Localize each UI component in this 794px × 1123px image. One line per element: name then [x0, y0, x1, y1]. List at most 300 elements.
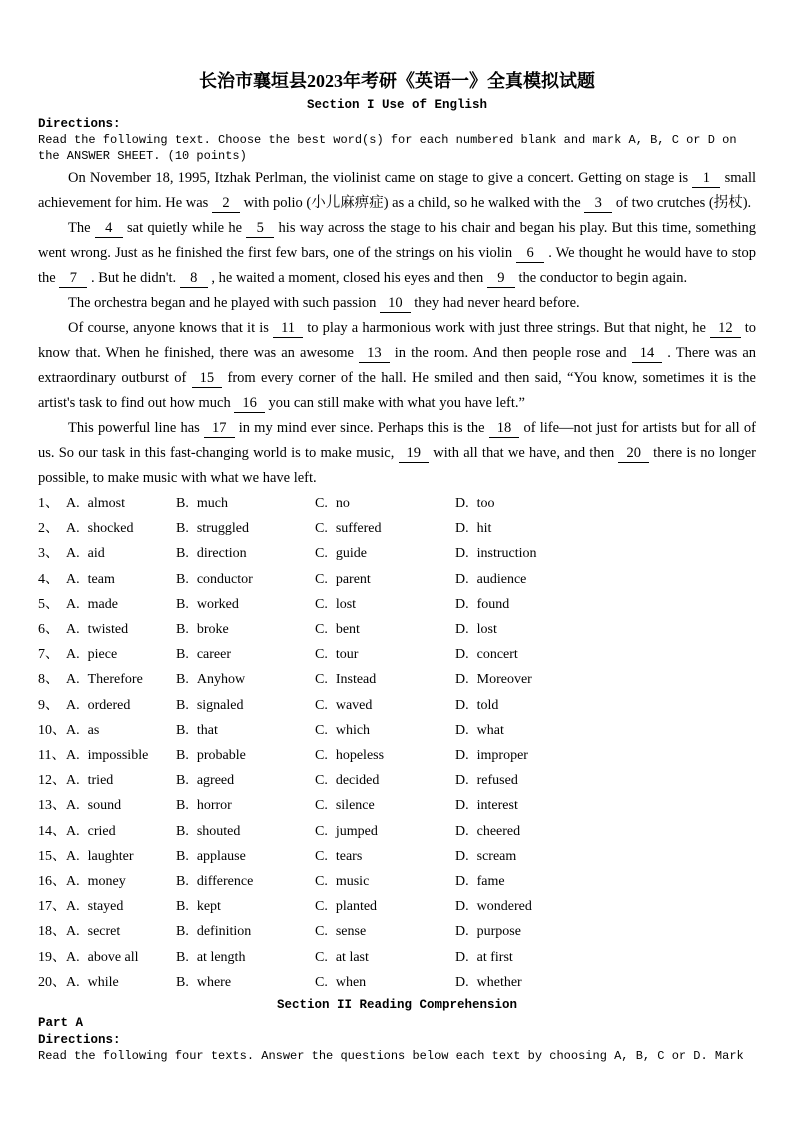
option-letter: D. — [455, 622, 469, 638]
section1-heading: Section I Use of English — [306, 98, 488, 112]
option-text: guide — [335, 546, 367, 562]
question-number: 15、 — [38, 848, 66, 864]
option-text: Moreover — [476, 672, 532, 688]
option-text: almost — [87, 496, 125, 511]
option-letter: C. — [315, 722, 328, 738]
option-letter: B. — [176, 748, 189, 764]
question-row — [38, 894, 756, 919]
question-number: 18、 — [38, 924, 66, 940]
option-text: probable — [196, 748, 246, 764]
option-letter: A. — [66, 647, 80, 663]
passage-paragraph: The 4 sat quietly while he 5 his way across the stage to his chair and began his play. But this time, something went wrong. Just as he finished the first few bars, one of the strings on his violin 6 . We thought he would have to stop the 7 . But he didn't. 8 , he waited a moment, closed his eyes and then 9 the conductor to begin again. — [38, 220, 757, 286]
option-text: money — [87, 874, 126, 890]
option-letter: B. — [176, 546, 189, 562]
option-letter: B. — [176, 521, 189, 537]
option-b — [176, 718, 315, 743]
option-c — [315, 819, 455, 844]
cloze-blank-13: 13 — [359, 345, 390, 363]
question-row — [38, 516, 756, 541]
option-d — [455, 869, 756, 894]
question-number: 13、 — [38, 798, 66, 814]
option-text: at first — [476, 949, 513, 965]
option-letter: D. — [455, 899, 469, 915]
question-number: 9、 — [38, 697, 59, 713]
option-text: audience — [476, 571, 527, 587]
question-row — [38, 970, 756, 995]
option-a — [66, 894, 176, 919]
option-c — [315, 516, 455, 541]
option-letter: A. — [66, 596, 80, 612]
cloze-blank-20: 20 — [618, 445, 649, 463]
option-text: tears — [335, 848, 363, 864]
option-a — [66, 945, 176, 970]
question-number: 2、 — [38, 521, 59, 537]
option-a — [66, 592, 176, 617]
option-letter: D. — [455, 823, 469, 839]
passage-paragraph: On November 18, 1995, Itzhak Perlman, the violinist came on stage to give a concert. Getting on stage is 1 small achievement for him. He was 2 with polio (小儿麻痹症) as a child, so he walked with the 3 of two crutches (拐杖). — [38, 170, 756, 211]
option-text: piece — [87, 647, 118, 663]
cloze-blank-5: 5 — [246, 220, 274, 238]
option-letter: D. — [455, 647, 469, 663]
question-row — [38, 718, 756, 743]
cloze-blank-15: 15 — [192, 370, 223, 388]
option-letter: A. — [66, 748, 80, 764]
exam-title: 长治市襄垣县2023年考研《英语一》全真模拟试题 — [199, 71, 595, 91]
option-d — [455, 667, 756, 692]
option-c — [315, 743, 455, 768]
option-text: jumped — [335, 823, 378, 839]
option-c — [315, 592, 455, 617]
option-text: secret — [87, 924, 121, 940]
option-letter: A. — [66, 949, 80, 965]
option-d — [455, 919, 756, 944]
option-text: at length — [196, 949, 246, 965]
option-letter: C. — [315, 571, 328, 587]
option-b — [176, 516, 315, 541]
option-d — [455, 894, 756, 919]
option-letter: B. — [176, 924, 189, 940]
passage-paragraph: Of course, anyone knows that it is 11 to play a harmonious work with just three strings. But that night, he 12 to know that. When he finished, there was an awesome 13 in the room. And then people rose and 14 . There was an extraordinary outburst of 15 from every corner of the hall. He smiled and then said, “You know, sometimes it is the artist's task to find out how much 16 you can still make with what you have left.” — [38, 320, 757, 411]
option-text: concert — [476, 647, 518, 663]
option-b — [176, 793, 315, 818]
option-letter: C. — [315, 924, 328, 940]
question-row — [38, 693, 756, 718]
question-number: 4、 — [38, 571, 59, 587]
option-text: made — [87, 596, 118, 612]
option-letter: C. — [315, 596, 328, 612]
option-text: kept — [196, 899, 221, 915]
directions1-text: Read the following text. Choose the best word(s) for each numbered blank and mark A, B, C or D on the ANSWER SHEET. (10 points) — [38, 133, 737, 163]
option-text: at last — [335, 949, 369, 965]
option-letter: A. — [66, 823, 80, 839]
cloze-blank-1: 1 — [692, 170, 720, 188]
option-a — [66, 693, 176, 718]
option-letter: A. — [66, 697, 80, 713]
option-a — [66, 768, 176, 793]
option-text: agreed — [196, 773, 235, 789]
option-letter: B. — [176, 823, 189, 839]
option-d — [455, 541, 756, 566]
cloze-blank-17: 17 — [204, 420, 235, 438]
option-text: definition — [196, 924, 252, 940]
option-letter: A. — [66, 571, 80, 587]
option-letter: B. — [176, 974, 189, 990]
option-c — [315, 768, 455, 793]
option-text: applause — [196, 848, 246, 864]
option-letter: A. — [66, 798, 80, 814]
option-letter: B. — [176, 622, 189, 638]
option-text: when — [335, 974, 367, 990]
option-letter: C. — [315, 697, 328, 713]
option-text: laughter — [87, 848, 134, 864]
option-text: planted — [335, 899, 378, 915]
question-row — [38, 945, 756, 970]
option-text: stayed — [87, 899, 124, 915]
option-b — [176, 945, 315, 970]
option-text: tried — [87, 773, 114, 789]
option-c — [315, 919, 455, 944]
question-row — [38, 869, 756, 894]
question-row — [38, 642, 756, 667]
question-row — [38, 793, 756, 818]
option-text: that — [196, 722, 218, 738]
option-text: bent — [335, 622, 360, 638]
option-b — [176, 894, 315, 919]
option-c — [315, 844, 455, 869]
option-c — [315, 970, 455, 995]
option-text: waved — [335, 697, 373, 713]
option-text: lost — [476, 622, 497, 638]
option-text: improper — [476, 748, 528, 764]
option-text: career — [196, 647, 232, 663]
question-row — [38, 617, 756, 642]
option-text: fame — [476, 874, 505, 890]
option-letter: B. — [176, 571, 189, 587]
option-c — [315, 541, 455, 566]
option-text: sense — [335, 924, 367, 940]
option-letter: A. — [66, 546, 80, 562]
option-text: signaled — [196, 697, 244, 713]
option-letter: D. — [455, 571, 469, 587]
option-text: found — [476, 596, 510, 612]
option-text: too — [476, 496, 495, 511]
option-letter: C. — [315, 949, 328, 965]
option-a — [66, 642, 176, 667]
option-letter: A. — [66, 722, 80, 738]
question-number: 20、 — [38, 974, 66, 990]
option-text: hit — [476, 521, 492, 537]
option-text: which — [335, 722, 371, 738]
directions2-text: Read the following four texts. Answer the questions below each text by choosing A, B, C or D. Mark — [38, 1049, 744, 1064]
option-text: while — [87, 974, 119, 990]
question-row — [38, 541, 756, 566]
option-letter: C. — [315, 622, 328, 638]
directions2-label: Directions: — [38, 1033, 121, 1048]
option-b — [176, 592, 315, 617]
question-number: 8、 — [38, 672, 59, 688]
option-b — [176, 743, 315, 768]
directions1-label: Directions: — [38, 117, 121, 131]
cloze-blank-4: 4 — [95, 220, 123, 238]
option-letter: D. — [455, 672, 469, 688]
option-letter: C. — [315, 672, 328, 688]
option-letter: C. — [315, 748, 328, 764]
option-letter: D. — [455, 773, 469, 789]
option-text: interest — [476, 798, 518, 814]
option-d — [455, 693, 756, 718]
option-a — [66, 819, 176, 844]
cloze-blank-9: 9 — [487, 270, 515, 288]
option-text: worked — [196, 596, 239, 612]
option-b — [176, 970, 315, 995]
option-text: above all — [87, 949, 139, 965]
option-text: sound — [87, 798, 122, 814]
question-number: 17、 — [38, 899, 66, 915]
option-text: team — [87, 571, 115, 587]
question-number: 11、 — [38, 748, 66, 764]
option-text: suffered — [335, 521, 382, 537]
option-letter: B. — [176, 722, 189, 738]
option-a — [66, 793, 176, 818]
option-d — [455, 844, 756, 869]
option-a — [66, 567, 176, 592]
option-d — [455, 516, 756, 541]
question-number: 5、 — [38, 596, 59, 612]
option-text: as — [87, 722, 100, 738]
option-text: twisted — [87, 622, 129, 638]
option-letter: D. — [455, 697, 469, 713]
option-d — [455, 793, 756, 818]
option-d — [455, 718, 756, 743]
option-text: direction — [196, 546, 247, 562]
option-text: music — [335, 874, 370, 890]
option-letter: B. — [176, 647, 189, 663]
option-letter: A. — [66, 899, 80, 915]
cloze-blank-16: 16 — [234, 395, 265, 413]
option-d — [455, 970, 756, 995]
question-number: 19、 — [38, 949, 66, 965]
question-number: 10、 — [38, 722, 66, 738]
option-b — [176, 768, 315, 793]
option-b — [176, 667, 315, 692]
question-row — [38, 491, 756, 516]
question-row — [38, 819, 756, 844]
option-a — [66, 667, 176, 692]
option-b — [176, 693, 315, 718]
option-letter: A. — [66, 773, 80, 789]
option-d — [455, 642, 756, 667]
option-b — [176, 819, 315, 844]
option-letter: A. — [66, 924, 80, 940]
option-d — [455, 768, 756, 793]
option-a — [66, 491, 176, 516]
option-letter: C. — [315, 521, 328, 537]
option-text: decided — [335, 773, 380, 789]
option-letter: A. — [66, 672, 80, 688]
option-letter: B. — [176, 798, 189, 814]
cloze-blank-2: 2 — [212, 195, 240, 213]
option-d — [455, 945, 756, 970]
option-letter: B. — [176, 874, 189, 890]
option-text: difference — [196, 874, 254, 890]
option-text: Instead — [335, 672, 377, 688]
option-text: whether — [476, 974, 522, 990]
cloze-blank-10: 10 — [380, 295, 411, 313]
option-letter: D. — [455, 722, 469, 738]
option-letter: B. — [176, 496, 189, 511]
option-a — [66, 516, 176, 541]
option-c — [315, 642, 455, 667]
option-d — [455, 592, 756, 617]
option-c — [315, 567, 455, 592]
option-c — [315, 869, 455, 894]
option-b — [176, 617, 315, 642]
option-letter: D. — [455, 596, 469, 612]
option-letter: B. — [176, 697, 189, 713]
option-a — [66, 919, 176, 944]
option-a — [66, 970, 176, 995]
option-letter: C. — [315, 823, 328, 839]
option-text: shocked — [87, 521, 134, 537]
option-a — [66, 844, 176, 869]
option-letter: C. — [315, 647, 328, 663]
option-text: impossible — [87, 748, 149, 764]
option-letter: C. — [315, 974, 328, 990]
option-c — [315, 667, 455, 692]
option-c — [315, 945, 455, 970]
option-text: broke — [196, 622, 229, 638]
option-text: Therefore — [87, 672, 143, 688]
option-text: silence — [335, 798, 375, 814]
option-letter: C. — [315, 496, 328, 511]
option-d — [455, 491, 756, 516]
option-text: purpose — [476, 924, 521, 940]
option-d — [455, 567, 756, 592]
option-text: parent — [335, 571, 371, 587]
option-text: where — [196, 974, 232, 990]
option-letter: B. — [176, 672, 189, 688]
passage-paragraph: This powerful line has 17 in my mind ever since. Perhaps this is the 18 of life—not just for artists but for all of us. So our task in this fast-changing world is to make music, 19 with all that we have, and then 20 there is no longer possible, to make music with what we have left. — [38, 420, 756, 486]
option-letter: A. — [66, 974, 80, 990]
cloze-blank-19: 19 — [399, 445, 430, 463]
option-text: struggled — [196, 521, 249, 537]
option-b — [176, 844, 315, 869]
option-text: scream — [476, 848, 517, 864]
option-b — [176, 642, 315, 667]
option-letter: B. — [176, 596, 189, 612]
cloze-blank-8: 8 — [180, 270, 208, 288]
question-number: 14、 — [38, 823, 66, 839]
cloze-blank-14: 14 — [632, 345, 663, 363]
questions-list — [38, 491, 756, 995]
option-text: hopeless — [335, 748, 385, 764]
option-c — [315, 894, 455, 919]
option-letter: A. — [66, 496, 80, 511]
option-d — [455, 819, 756, 844]
option-b — [176, 869, 315, 894]
option-b — [176, 541, 315, 566]
question-row — [38, 667, 756, 692]
option-text: cheered — [476, 823, 521, 839]
option-a — [66, 869, 176, 894]
option-text: lost — [335, 596, 357, 612]
option-letter: D. — [455, 496, 469, 511]
option-b — [176, 567, 315, 592]
option-c — [315, 693, 455, 718]
cloze-blank-12: 12 — [710, 320, 741, 338]
option-d — [455, 617, 756, 642]
option-letter: B. — [176, 949, 189, 965]
option-d — [455, 743, 756, 768]
option-a — [66, 541, 176, 566]
option-text: wondered — [476, 899, 532, 915]
question-row — [38, 919, 756, 944]
option-c — [315, 491, 455, 516]
option-letter: C. — [315, 798, 328, 814]
passage-paragraph: The orchestra began and he played with such passion 10 they had never heard before. — [68, 295, 580, 311]
question-number: 1、 — [38, 496, 59, 511]
option-text: conductor — [196, 571, 253, 587]
question-number: 7、 — [38, 647, 59, 663]
option-letter: D. — [455, 521, 469, 537]
question-number: 3、 — [38, 546, 59, 562]
option-letter: A. — [66, 622, 80, 638]
option-text: what — [476, 722, 504, 738]
option-letter: C. — [315, 848, 328, 864]
question-row — [38, 743, 756, 768]
option-letter: D. — [455, 546, 469, 562]
option-text: refused — [476, 773, 518, 789]
option-text: much — [196, 496, 228, 511]
option-c — [315, 718, 455, 743]
option-text: told — [476, 697, 499, 713]
option-c — [315, 793, 455, 818]
option-letter: C. — [315, 874, 328, 890]
cloze-passage — [38, 166, 756, 491]
option-letter: C. — [315, 546, 328, 562]
option-c — [315, 617, 455, 642]
option-text: ordered — [87, 697, 131, 713]
option-a — [66, 718, 176, 743]
option-text: no — [335, 496, 350, 511]
option-text: instruction — [476, 546, 537, 562]
cloze-blank-7: 7 — [59, 270, 87, 288]
option-a — [66, 617, 176, 642]
question-number: 6、 — [38, 622, 59, 638]
option-b — [176, 491, 315, 516]
option-letter: A. — [66, 848, 80, 864]
section2-heading: Section II Reading Comprehension — [276, 998, 518, 1013]
option-b — [176, 919, 315, 944]
question-row — [38, 567, 756, 592]
option-a — [66, 743, 176, 768]
cloze-blank-18: 18 — [489, 420, 520, 438]
cloze-blank-3: 3 — [584, 195, 612, 213]
question-row — [38, 592, 756, 617]
option-text: shouted — [196, 823, 241, 839]
question-number: 16、 — [38, 874, 66, 890]
option-text: cried — [87, 823, 116, 839]
cloze-blank-11: 11 — [273, 320, 303, 338]
option-letter: C. — [315, 899, 328, 915]
option-letter: A. — [66, 521, 80, 537]
option-letter: D. — [455, 974, 469, 990]
question-number: 12、 — [38, 773, 66, 789]
option-text: horror — [196, 798, 232, 814]
option-letter: D. — [455, 924, 469, 940]
option-text: tour — [335, 647, 359, 663]
option-letter: D. — [455, 798, 469, 814]
